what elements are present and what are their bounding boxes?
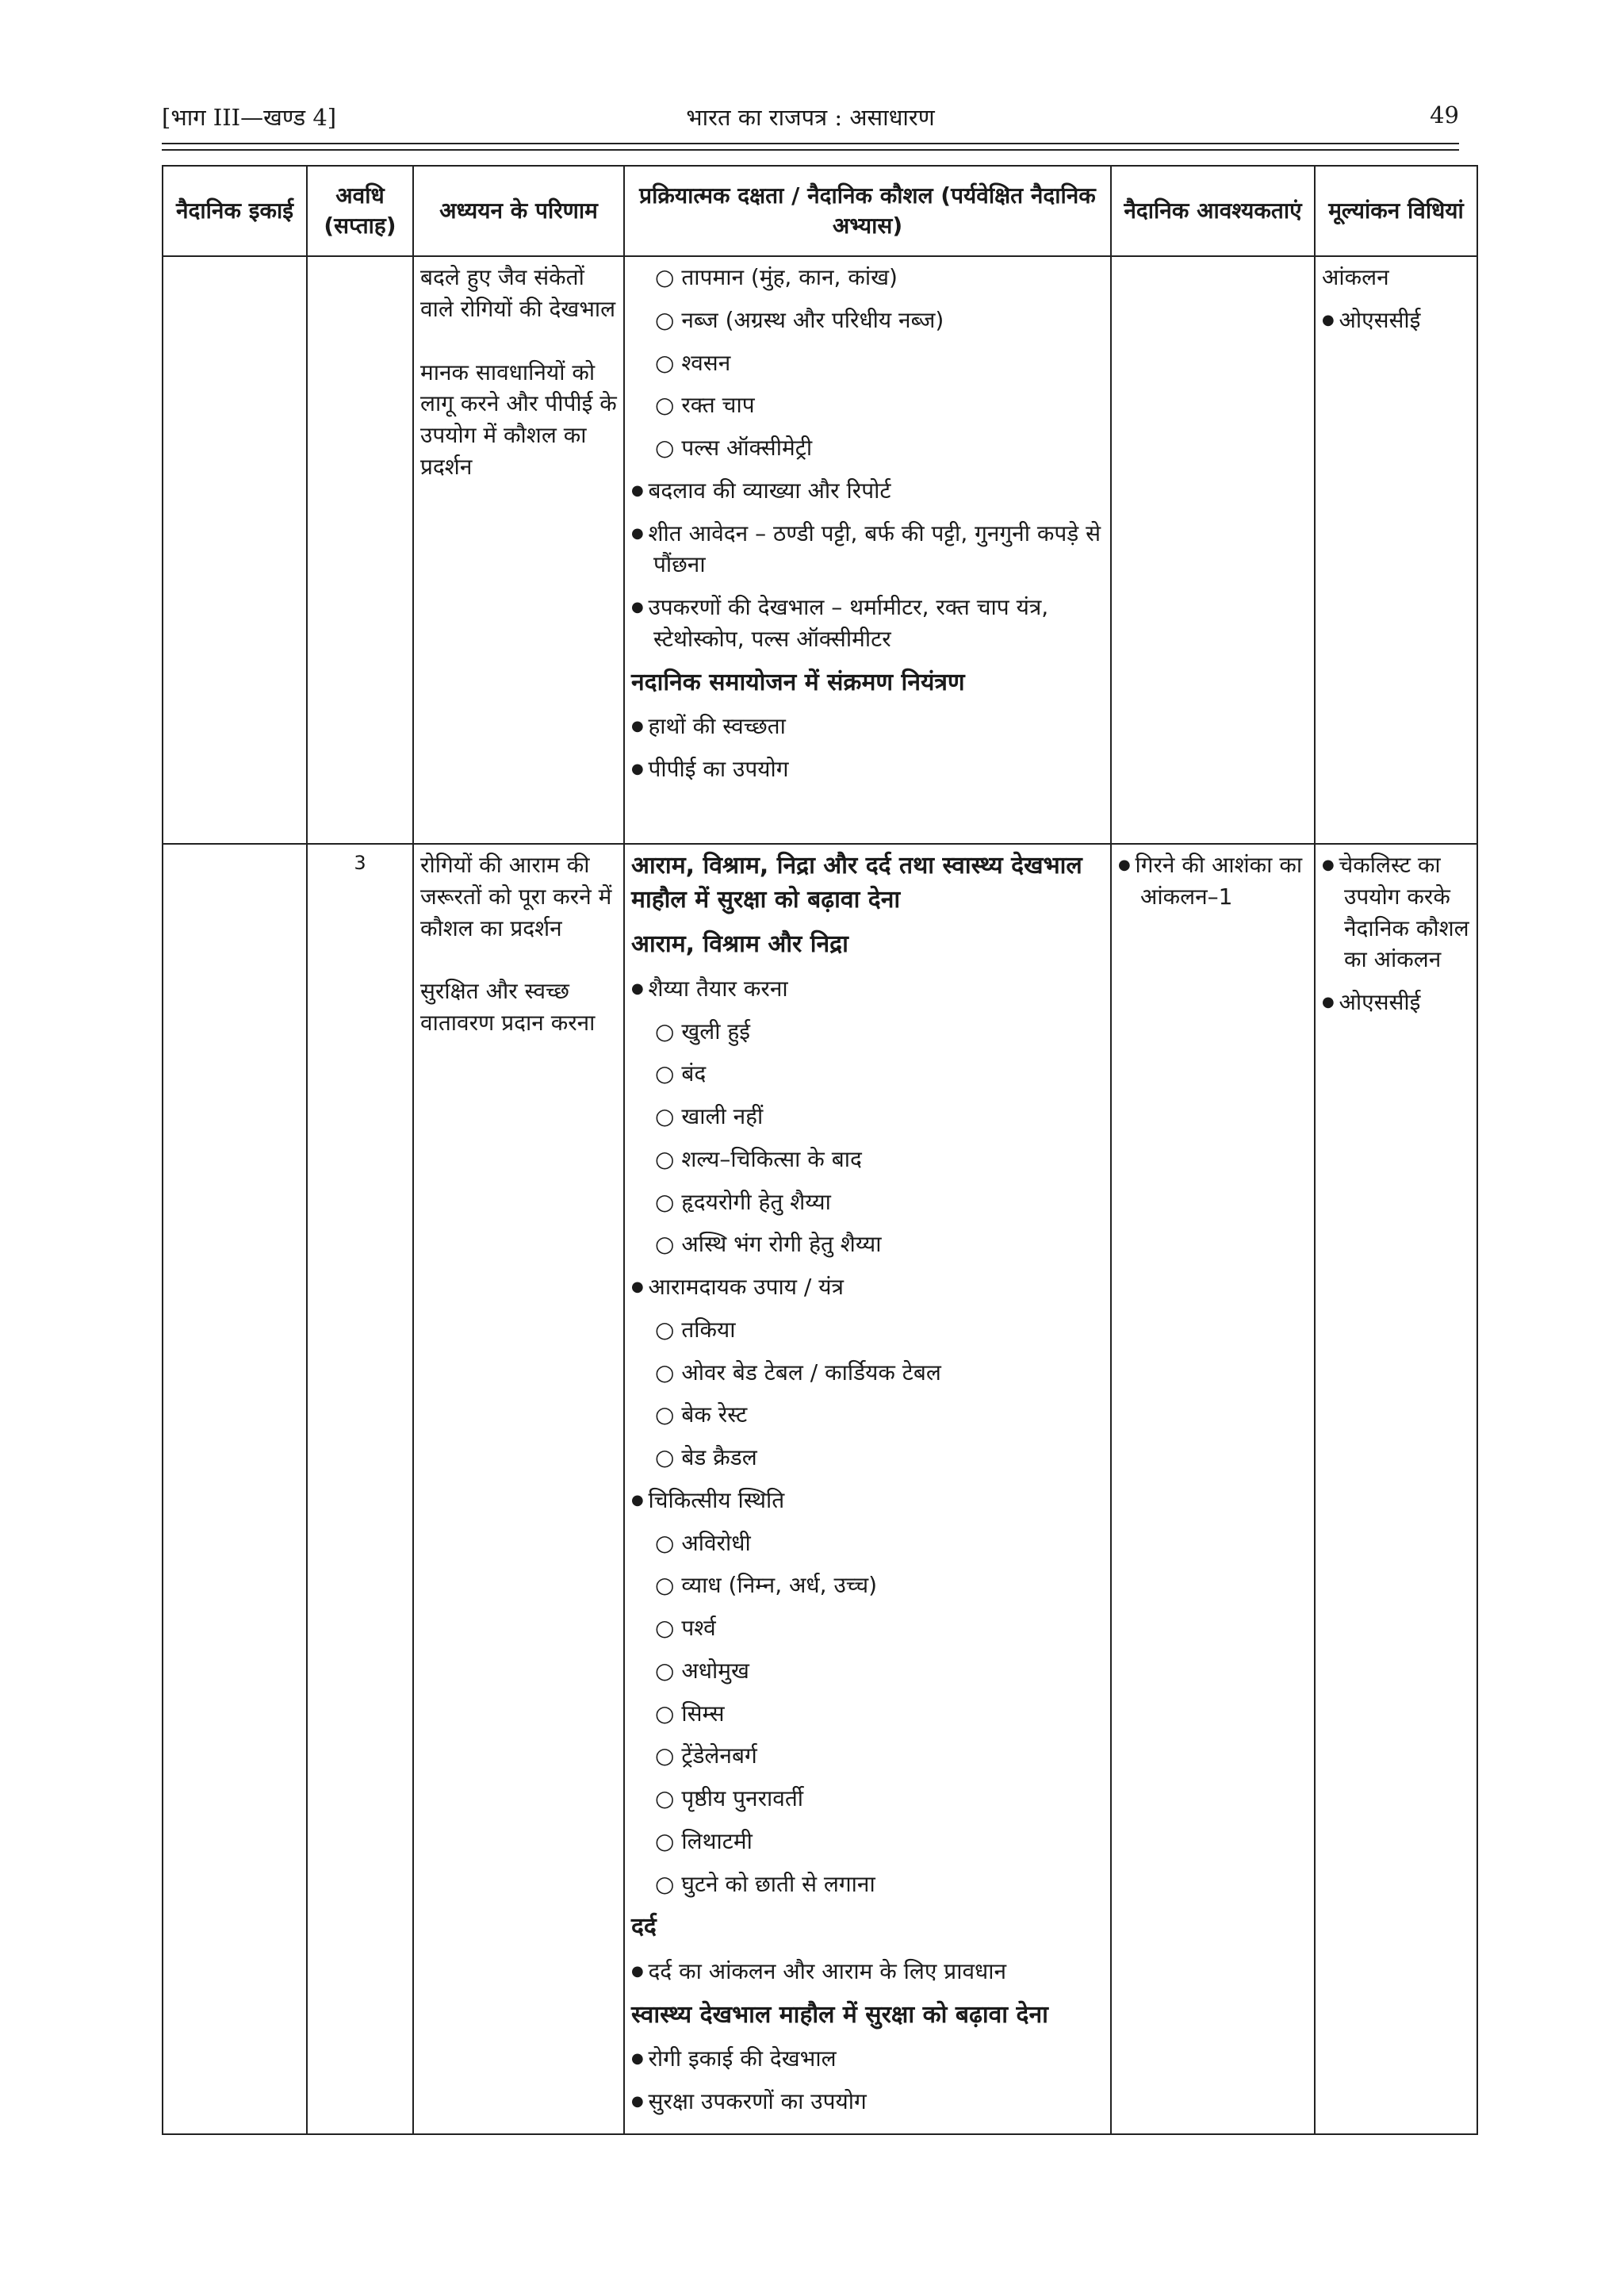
list-item: ○ पृष्ठीय पुनरावर्ती [631, 1783, 1104, 1815]
list-item: ○ अविरोधी [631, 1527, 1104, 1559]
page-number: 49 [1430, 102, 1459, 128]
list-item: ● उपकरणों की देखभाल – थर्मामीटर, रक्त चाप यंत्र, स्टेथोस्कोप, पल्स ऑक्सीमीटर [631, 592, 1104, 655]
list-item: ○ पर्श्व [631, 1612, 1104, 1644]
unit-cell [163, 844, 307, 2134]
outcomes-cell [413, 256, 624, 844]
list-item: ○ ओवर बेड टेबल / कार्डियक टेबल [631, 1357, 1104, 1389]
list-item: ○ तकिया [631, 1314, 1104, 1346]
skills-list [631, 849, 1104, 2118]
outcome-text: मानक सावधानियों को लागू करने और पीपीई के उपयोग में कौशल का प्रदर्शन [420, 358, 617, 480]
requirements-cell [1111, 844, 1315, 2134]
header-rule-top [162, 143, 1459, 144]
skills-list [631, 262, 1104, 785]
list-item: ○ अस्थि भंग रोगी हेतु शैय्या [631, 1228, 1104, 1260]
duration-cell [307, 256, 413, 844]
col-header-outcomes: अध्ययन के परिणाम [413, 166, 624, 256]
list-item: ○ खुली हुई [631, 1016, 1104, 1048]
list-item: ● शीत आवेदन – ठण्डी पट्टी, बर्फ की पट्टी, गुनगुनी कपड़े से पौंछना [631, 518, 1104, 581]
list-item: ● दर्द का आंकलन और आराम के लिए प्रावधान [631, 1956, 1104, 1987]
list-item: ● पीपीई का उपयोग [631, 753, 1104, 785]
skills-cell [624, 844, 1111, 2134]
section-heading: आराम, विश्राम और निद्रा [631, 930, 848, 959]
list-item: ● शैय्या तैयार करना [631, 973, 1104, 1005]
section-heading: स्वास्थ्य देखभाल माहौल में सुरक्षा को बढ़ावा देना [631, 2000, 1048, 2029]
list-item: ○ तापमान (मुंह, कान, कांख) [631, 262, 1104, 293]
list-item: ○ बंद [631, 1058, 1104, 1090]
list-item: आंकलन [1322, 264, 1389, 290]
skills-cell [624, 256, 1111, 844]
col-header-requirements: नैदानिक आवश्यकताएं [1111, 166, 1315, 256]
list-item: ● चेकलिस्ट का उपयोग करके नैदानिक कौशल का आंकलन [1322, 849, 1470, 976]
outcome-text: सुरक्षित और स्वच्छ वातावरण प्रदान करना [420, 978, 596, 1036]
header-rule-bottom [162, 149, 1459, 151]
list-item: ● हाथों की स्वच्छता [631, 711, 1104, 742]
table-row [163, 256, 1477, 844]
list-item: ● सुरक्षा उपकरणों का उपयोग [631, 2086, 1104, 2118]
requirements-list [1118, 849, 1308, 913]
table-header-row [163, 166, 1477, 256]
list-item: ● चिकित्सीय स्थिति [631, 1485, 1104, 1516]
outcome-text: रोगियों की आराम की जरूरतों को पूरा करने में कौशल का प्रदर्शन [420, 852, 612, 941]
list-item: ○ खाली नहीं [631, 1101, 1104, 1133]
list-item: ○ पल्स ऑक्सीमेट्री [631, 432, 1104, 464]
assessment-cell [1315, 844, 1477, 2134]
col-header-unit: नैदानिक इकाई [163, 166, 307, 256]
list-item: ○ श्वसन [631, 347, 1104, 379]
list-item: ● आरामदायक उपाय / यंत्र [631, 1271, 1104, 1303]
gazette-title: भारत का राजपत्र : असाधारण [686, 104, 935, 131]
assessment-list [1322, 849, 1470, 1018]
outcome-text: बदले हुए जैव संकेतों वाले रोगियों की देखभाल [420, 264, 616, 322]
section-heading: आराम, विश्राम, निद्रा और दर्द तथा स्वास्थ्य देखभाल माहौल में सुरक्षा को बढ़ावा देना [631, 852, 1082, 914]
list-item: ○ नब्ज (अग्रस्थ और परिधीय नब्ज) [631, 305, 1104, 336]
list-item: ● गिरने की आशंका का आंकलन–1 [1118, 849, 1308, 913]
list-item: ○ बेड क्रैडल [631, 1442, 1104, 1474]
unit-cell [163, 256, 307, 844]
list-item: ○ रक्त चाप [631, 389, 1104, 421]
page-header [162, 102, 1459, 138]
list-item: ○ व्याध (निम्न, अर्ध, उच्च) [631, 1570, 1104, 1601]
col-header-assessment: मूल्यांकन विधियां [1315, 166, 1477, 256]
list-item: ● ओएससीई [1322, 305, 1470, 336]
section-heading: दर्द [631, 1913, 657, 1941]
part-section-label: [भाग III—खण्ड 4] [162, 104, 337, 131]
list-item: ○ लिथाटमी [631, 1826, 1104, 1857]
list-item: ○ घुटने को छाती से लगाना [631, 1869, 1104, 1900]
list-item: ○ शल्य–चिकित्सा के बाद [631, 1144, 1104, 1175]
list-item: ● रोगी इकाई की देखभाल [631, 2043, 1104, 2075]
section-heading: नदानिक समायोजन में संक्रमण नियंत्रण [631, 668, 965, 696]
assessment-cell [1315, 256, 1477, 844]
list-item: ○ अधोमुख [631, 1655, 1104, 1687]
list-item: ○ बेक रेस्ट [631, 1399, 1104, 1431]
table-row [163, 844, 1477, 2134]
list-item: ○ ट्रेंडेलेनबर्ग [631, 1740, 1104, 1772]
duration-cell: 3 [307, 844, 413, 2134]
col-header-duration: अवधि (सप्ताह) [307, 166, 413, 256]
list-item: ● बदलाव की व्याख्या और रिपोर्ट [631, 475, 1104, 507]
list-item: ○ हृदयरोगी हेतु शैय्या [631, 1186, 1104, 1218]
outcomes-cell [413, 844, 624, 2134]
assessment-list [1322, 262, 1470, 336]
curriculum-table [162, 165, 1478, 2135]
list-item: ○ सिम्स [631, 1698, 1104, 1730]
requirements-cell [1111, 256, 1315, 844]
list-item: ● ओएससीई [1322, 987, 1470, 1018]
col-header-skills: प्रक्रियात्मक दक्षता / नैदानिक कौशल (पर्यवेक्षित नैदानिक अभ्यास) [624, 166, 1111, 256]
